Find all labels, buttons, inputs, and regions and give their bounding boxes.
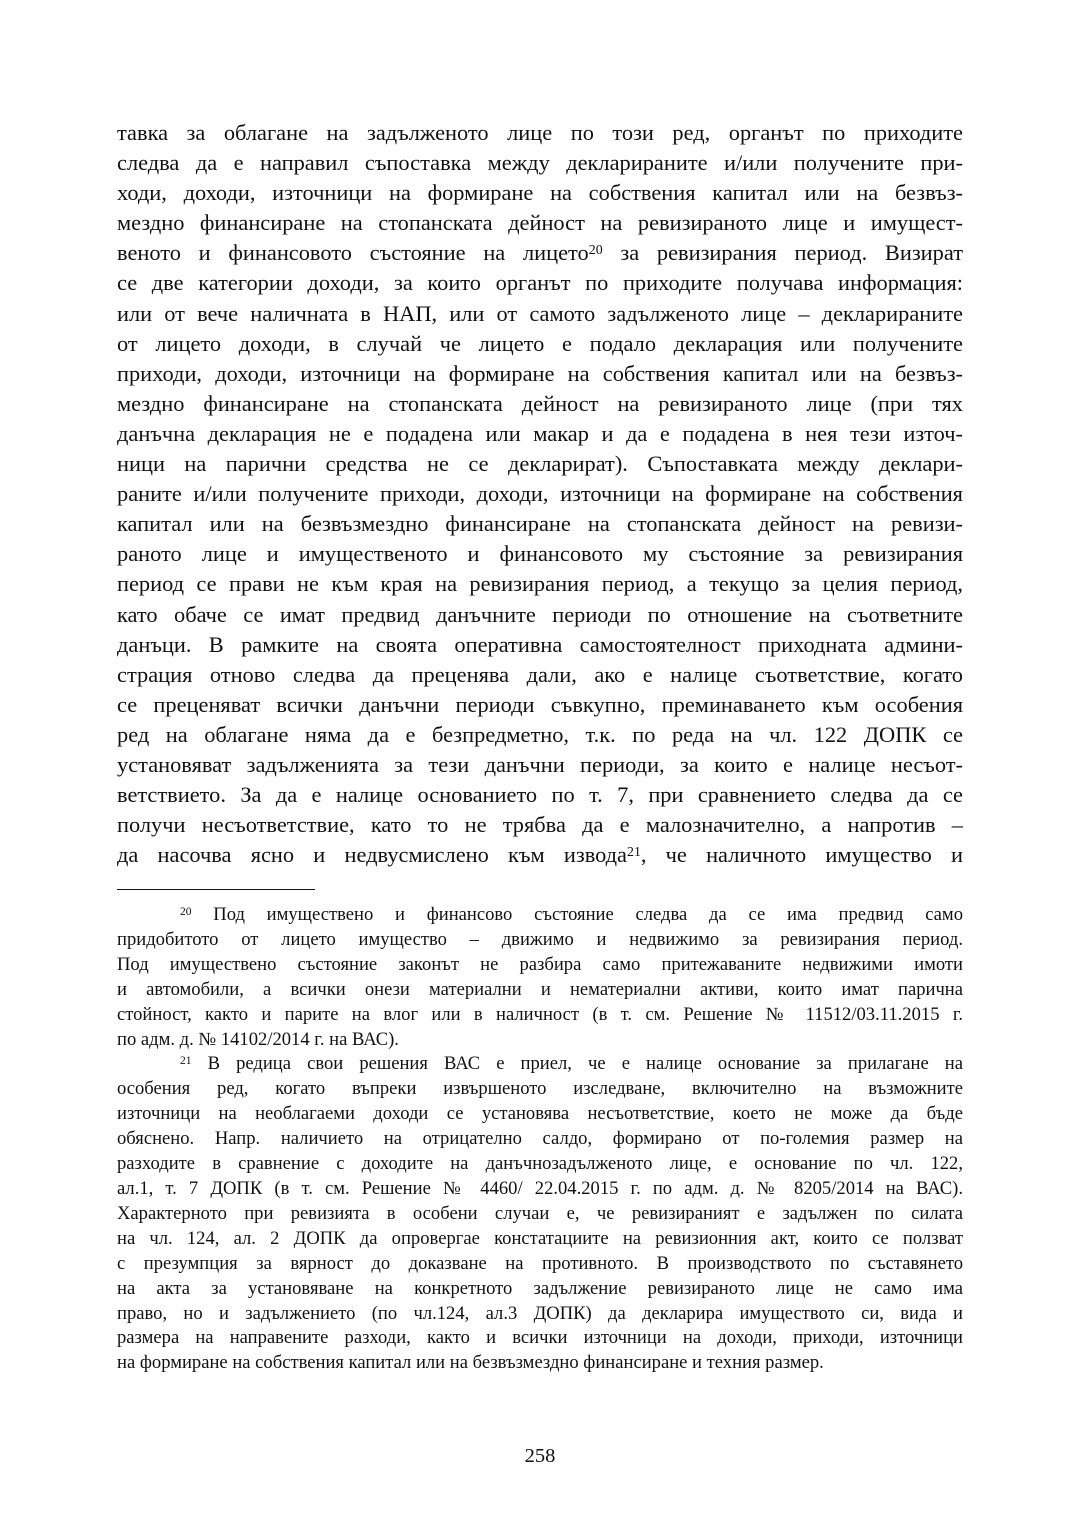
body-line: раните и/или получените приходи, доходи, източници на формиране на собствения xyxy=(117,481,963,507)
body-line-part: , че наличното имущество и xyxy=(640,842,963,868)
footnote-line: право, но и задължението (по чл.124, ал.3 ДОПК) да декларира имуществото си, вида и xyxy=(117,1302,963,1324)
footnote-line xyxy=(117,1052,963,1077)
footnote-line: Под имуществено състояние законът не разбира само притежаваните недвижими имоти xyxy=(117,953,963,975)
page-number: 258 xyxy=(524,1445,556,1467)
footnote-line: разходите в сравнение с доходите на данъчнозадълженото лице, е основание по чл. 122, xyxy=(117,1153,963,1175)
footnote-line: на акта за установяване на конкретното задължение ревизираното лице не само има xyxy=(117,1277,963,1299)
body-line: следва да е направил съпоставка между декларираните и/или получените при- xyxy=(117,150,963,176)
body-line: се две категории доходи, за които органът по приходите получава информация: xyxy=(117,270,963,296)
body-line: получи несъответствие, като то не трябва да е малозначително, а напротив – xyxy=(117,812,963,838)
body-line-part: веното и финансовото състояние на лицето xyxy=(117,240,589,266)
body-line: или от вече наличната в НАП, или от самото задълженото лице – декларираните xyxy=(117,300,963,326)
body-line: като обаче се имат предвид данъчните периоди по отношение на съответните xyxy=(117,601,963,627)
footnote-20 xyxy=(117,903,963,1052)
footnote-line: размера на направените разходи, както и всички източници на доходи, приходи, източници xyxy=(117,1327,963,1349)
body-line: тавка за облагане на задълженото лице по този ред, органът по приходите xyxy=(117,120,963,145)
main-body-text xyxy=(117,118,963,870)
footnote-separator xyxy=(117,889,315,890)
body-line: ред на облагане няма да е безпредметно, т.к. по реда на чл. 122 ДОПК се xyxy=(117,721,963,747)
body-line: данъци. В рамките на своята оперативна самостоятелност приходната админи- xyxy=(117,631,963,657)
body-line-with-ref-21 xyxy=(117,840,963,870)
body-line: период се прави не към края на ревизирания период, а текущо за целия период, xyxy=(117,571,963,597)
footnote-line: ал.1, т. 7 ДОПК (в т. см. Решение № 4460/ 22.04.2015 г. по адм. д. № 8205/2014 на ВАС). xyxy=(117,1177,963,1199)
footnote-line: на чл. 124, ал. 2 ДОПК да опровергае констатациите на ревизионния акт, които се ползват xyxy=(117,1227,963,1249)
footnote-line: особения ред, когато въпреки извършеното изследване, включително на възможните xyxy=(117,1078,963,1100)
footnote-line: обяснено. Напр. наличието на отрицателно салдо, формирано от по-големия размер на xyxy=(117,1128,963,1150)
body-line-with-ref-20 xyxy=(117,238,963,268)
body-line: мездно финансиране на стопанската дейност на ревизираното лице (при тях xyxy=(117,390,963,416)
footnote-line: източници на необлагаеми доходи се установява несъответствие, което не може да бъде xyxy=(117,1103,963,1125)
body-line: от лицето доходи, в случай че лицето е подало декларация или получените xyxy=(117,330,963,356)
body-line: страция отново следва да преценява дали, ако е налице съответствие, когато xyxy=(117,661,963,687)
footnote-number: 20 xyxy=(180,905,192,918)
body-line: ходи, доходи, източници на формиране на собствения капитал или на безвъз- xyxy=(117,180,963,206)
footnote-number: 21 xyxy=(180,1055,192,1068)
footnote-line: по адм. д. № 14102/2014 г. на ВАС). xyxy=(117,1028,399,1050)
body-line: раното лице и имущественото и финансовото му състояние за ревизирания xyxy=(117,541,963,567)
footnote-ref-20: 20 xyxy=(588,243,603,259)
footnote-21 xyxy=(117,1052,963,1376)
footnotes xyxy=(117,903,963,1376)
footnote-line: придобитото от лицето имущество – движимо и недвижимо за ревизирания период. xyxy=(117,928,963,950)
body-line: приходи, доходи, източници на формиране на собствения капитал или на безвъз- xyxy=(117,360,963,386)
body-line: ници на парични средства не се декларират). Съпоставката между деклари- xyxy=(117,451,963,477)
body-line: капитал или на безвъзмездно финансиране на стопанската дейност на ревизи- xyxy=(117,511,963,537)
body-line: установяват задълженията за тези данъчни периоди, за които е налице несъот- xyxy=(117,751,963,777)
footnote-line xyxy=(117,903,963,928)
footnote-line-text: В редица свои решения ВАС е приел, че е налице основание за прилагане на xyxy=(191,1053,963,1075)
footnote-line-text: Под имуществено и финансово състояние следва да се има предвид само xyxy=(191,904,963,925)
footnote-line: на формиране на собствения капитал или на безвъзмездно финансиране и техния размер. xyxy=(117,1352,824,1374)
body-line-part: за ревизирания период. Визират xyxy=(602,240,963,266)
body-line: се преценяват всички данъчни периоди съвкупно, преминаването към особения xyxy=(117,691,963,717)
body-line: ветствието. За да е налице основанието по т. 7, при сравнението следва да се xyxy=(117,782,963,808)
footnote-line: стойност, както и парите на влог или в наличност (в т. см. Решение № 11512/03.11.2015 г. xyxy=(117,1003,963,1025)
body-line: данъчна декларация не е подадена или макар и да е подадена в нея тези източ- xyxy=(117,420,963,446)
footnote-line: с презумпция за вярност до доказване на противното. В производството по съставянето xyxy=(117,1252,963,1274)
body-line: мездно финансиране на стопанската дейност на ревизираното лице и имущест- xyxy=(117,210,963,236)
footnote-line: Характерното при ревизията в особени случаи е, че ревизираният е задължен по силата xyxy=(117,1202,963,1224)
body-line-part: да насочва ясно и недвусмислено към извода xyxy=(117,842,627,868)
footnote-ref-21: 21 xyxy=(627,845,641,861)
footnote-line: и автомобили, а всички онези материални и нематериални активи, които имат парична xyxy=(117,978,963,1000)
